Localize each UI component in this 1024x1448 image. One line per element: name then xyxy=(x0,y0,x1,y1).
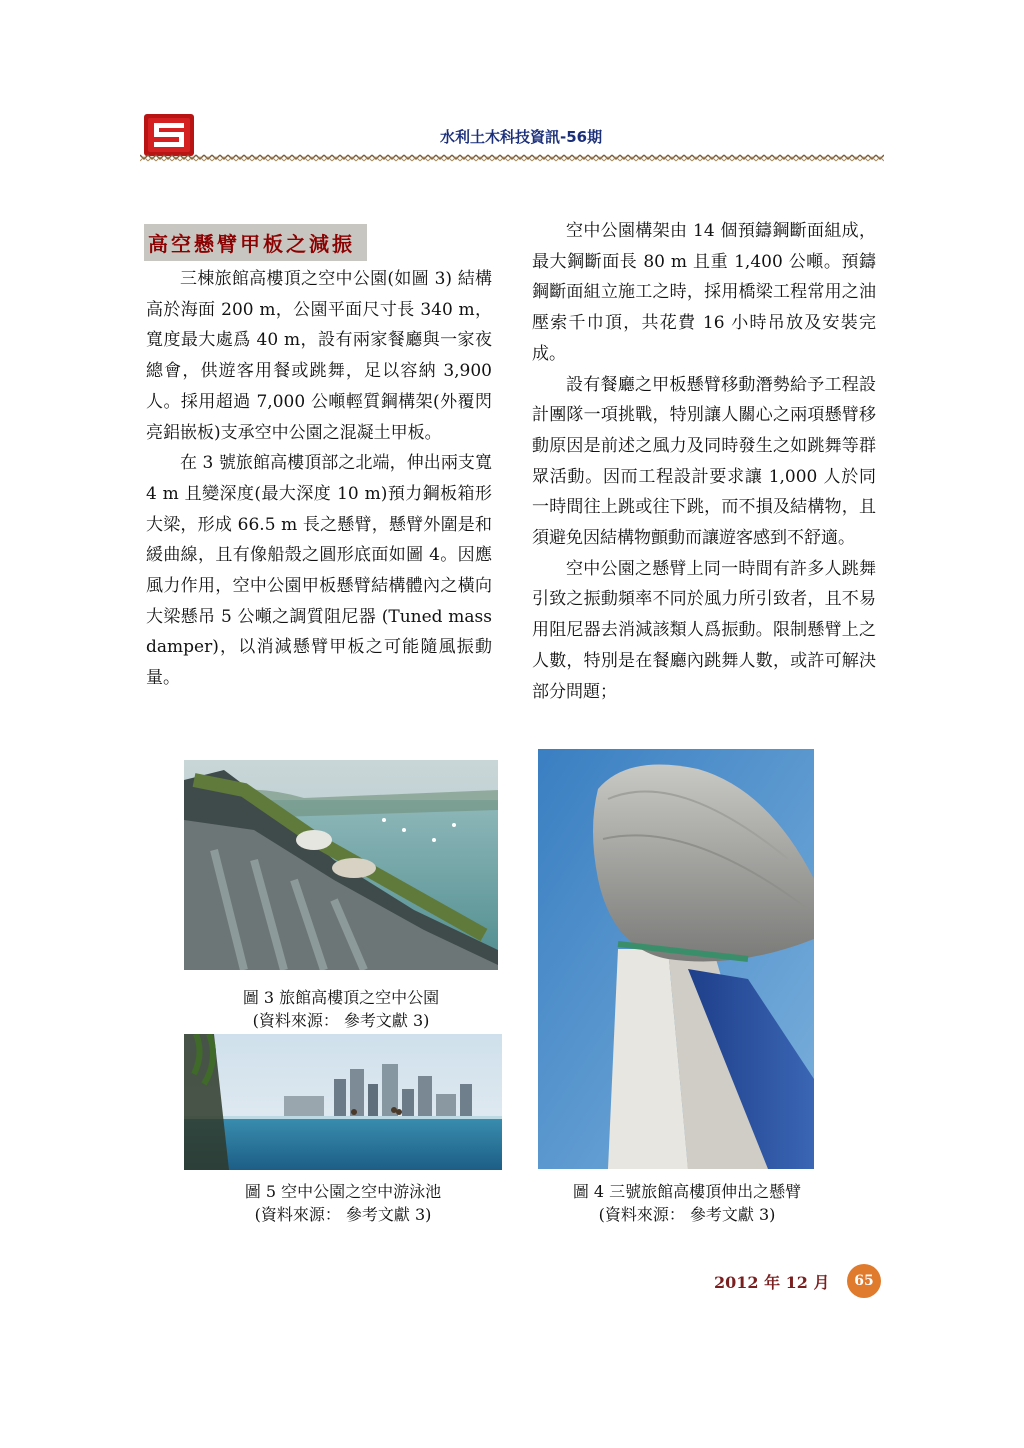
caption-title: 圖 5 空中公園之空中游泳池 xyxy=(244,1182,442,1201)
figure-4-caption xyxy=(532,1180,842,1226)
paragraph: 在 3 號旅館高樓頂部之北端，伸出兩支寬 4 m 且變深度(最大深度 10 m)預力鋼板箱形大梁，形成 66.5 m 長之懸臂，懸臂外圍是和緩曲線，且有像船殼之圓形底面如圖 4。因應風力作用，空中公園甲板懸臂結構體內之橫向大梁懸吊 5 公噸之調質阻尼器 (Tuned mass damper)，以消減懸臂甲板之可能隨風振動量。 xyxy=(146,453,492,689)
figure-3-caption xyxy=(184,986,498,1032)
header-divider xyxy=(140,150,884,164)
section-heading: 高空懸臂甲板之減振 xyxy=(144,224,367,261)
paragraph: 三棟旅館高樓頂之空中公園(如圖 3) 結構高於海面 200 m，公園平面尺寸長 340 m，寬度最大處爲 40 m，設有兩家餐廳與一家夜總會，供遊客用餐或跳舞，足以容納 3,900 人。採用超過 7,000 公噸輕質鋼構架(外覆閃亮鋁嵌板)支承空中公園之混凝土甲板。 xyxy=(146,269,492,443)
right-column xyxy=(532,216,876,707)
paragraph: 空中公園構架由 14 個預鑄鋼斷面組成，最大鋼斷面長 80 m 且重 1,400 公噸。預鑄鋼斷面組立施工之時，採用橋梁工程常用之油壓索千巾頂，共花費 16 小時吊放及安裝完成。 xyxy=(532,221,876,364)
issue-date: 2012 年 12 月 xyxy=(714,1273,830,1292)
figure-5-image xyxy=(184,1034,502,1170)
caption-title: 圖 3 旅館高樓頂之空中公園 xyxy=(242,988,440,1007)
paragraph: 空中公園之懸臂上同一時間有許多人跳舞引致之振動頻率不同於風力所引致者，且不易用阻尼器去消減該類人爲振動。限制懸臂上之人數，特別是在餐廳內跳舞人數，或許可解決部分問題； xyxy=(532,558,876,702)
figure-3-image xyxy=(184,760,498,970)
figure-5-caption xyxy=(184,1180,502,1226)
page-number: 65 xyxy=(847,1264,881,1298)
caption-source: (資料來源： 參考文獻 3) xyxy=(252,1011,430,1030)
caption-source: (資料來源： 參考文獻 3) xyxy=(598,1205,776,1224)
header-title: 水利土木科技資訊-56期 xyxy=(440,128,603,146)
left-column xyxy=(146,264,492,694)
caption-source: (資料來源： 參考文獻 3) xyxy=(254,1205,432,1224)
paragraph: 設有餐廳之甲板懸臂移動潛勢給予工程設計團隊一項挑戰，特別讓人關心之兩項懸臂移動原因是前述之風力及同時發生之如跳舞等群眾活動。因而工程設計要求讓 1,000 人於同一時間往上跳或往下跳，而不損及結構物，且須避免因結構物顫動而讓遊客感到不舒適。 xyxy=(532,374,876,549)
figure-4-image xyxy=(538,749,814,1169)
caption-title: 圖 4 三號旅館高樓頂伸出之懸臂 xyxy=(572,1182,802,1201)
